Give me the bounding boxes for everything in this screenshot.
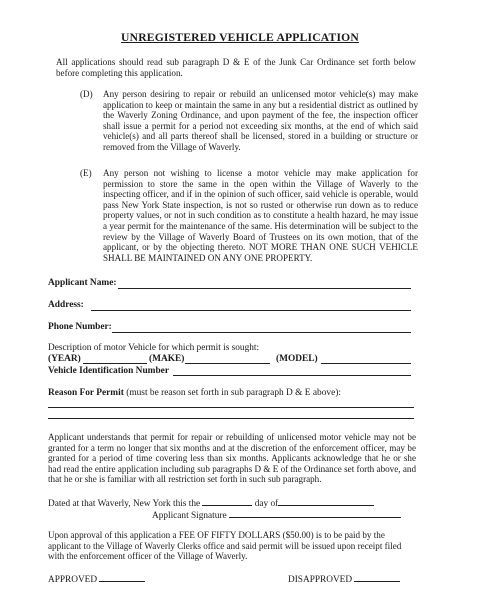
reason-label	[48, 388, 341, 398]
signature-row	[152, 509, 401, 521]
address-label: Address:	[48, 300, 84, 310]
fee-paragraph: Upon approval of this application a FEE OF FIFTY DOLLARS ($50.00) is to be paid by the applicant to the Village of Waverly Clerks office and said permit will be issued upon receipt filed with the enforcement officer of the Village of Waverly.	[48, 530, 402, 562]
dated-text: Dated at that Waverly, New York this the	[48, 499, 201, 509]
paragraph-d-text: Any person desiring to repair or rebuild an unlicensed motor vehicle(s) may make application to keep or maintain the same in any but a residential district as outlined by the Waverly Zoning Ordinance, and upon payment of the fee, the inspection officer shall issue a permit for a period not exceeding six months, at the end of which said vehicle(s) and all parts thereof shall be licensed, stored in a building or structure or removed from the Village of Waverly.	[103, 89, 418, 152]
form-title: UNREGISTERED VEHICLE APPLICATION	[121, 31, 359, 44]
vin-field[interactable]	[173, 375, 411, 376]
approved-field[interactable]	[99, 573, 145, 582]
year-field[interactable]	[83, 363, 147, 364]
reason-label-text: Reason For Permit	[48, 388, 124, 398]
paragraph-d-letter: (D)	[80, 89, 93, 99]
applicant-name-label: Applicant Name:	[48, 278, 117, 288]
make-label: (MAKE)	[149, 354, 185, 364]
intro-paragraph: All applications should read sub paragraph D & E of the Junk Car Ordinance set forth below before completing this application.	[56, 57, 416, 78]
model-field[interactable]	[321, 363, 411, 364]
applicant-name-field[interactable]	[118, 288, 411, 289]
reason-line-1[interactable]	[48, 407, 414, 408]
disapproved-label: DISAPPROVED	[288, 575, 353, 585]
month-field[interactable]	[278, 497, 374, 506]
reason-line-2[interactable]	[48, 418, 414, 419]
paragraph-e-text: Any person not wishing to license a motor vehicle may make application for permission to store the same in the open within the Village of Waverly to the inspecting officer, and if in the opinion of such officer, said vehicle is operable, would pass New York State inspection, is not so rusted or otherwise run down as to reduce property values, or not in such condition as to constitute a health hazard, he may issue a year permit for the maintenance of the same. His determination will be subject to the review by the Village of Waverly Board of Trustees on its own motion, that of the applicant, or by the objecting thereto. NOT MORE THAN ONE SUCH VEHICLE SHALL BE MAINTAINED ON ANY ONE PROPERTY.	[103, 168, 418, 263]
address-field[interactable]	[91, 310, 411, 311]
day-field[interactable]	[202, 497, 252, 506]
approved-row	[48, 573, 145, 585]
paragraph-d	[80, 89, 418, 153]
phone-field[interactable]	[112, 332, 411, 333]
signature-label: Applicant Signature	[152, 511, 227, 521]
acknowledgement-paragraph: Applicant understands that permit for repair or rebuilding of unlicensed motor vehicle may not be granted for a term no longer that six months and at the discretion of the enforcement officer, may be granted for a period of time covering less than six months. Applicants acknowledge that he or she had read the entire application including sub paragraphs D & E of the Ordinance set forth above, and that he or she is familiar with all restriction set forth in such sub paragraph.	[48, 432, 416, 485]
day-of-text: day of	[254, 499, 279, 509]
approved-label: APPROVED	[48, 575, 98, 585]
make-field[interactable]	[185, 363, 270, 364]
model-label: (MODEL)	[276, 354, 318, 364]
vehicle-description-label: Description of motor Vehicle for which permit is sought:	[48, 343, 260, 353]
vin-label: Vehicle Identification Number	[48, 366, 169, 376]
year-label: (YEAR)	[48, 354, 81, 364]
dated-row	[48, 497, 374, 509]
disapproved-field[interactable]	[354, 573, 400, 582]
signature-field[interactable]	[229, 509, 401, 518]
paragraph-e-letter: (E)	[80, 168, 92, 178]
paragraph-e	[80, 168, 418, 263]
phone-label: Phone Number:	[48, 322, 112, 332]
reason-note: (must be reason set forth in sub paragraph D & E above):	[123, 388, 341, 398]
disapproved-row	[288, 573, 400, 585]
